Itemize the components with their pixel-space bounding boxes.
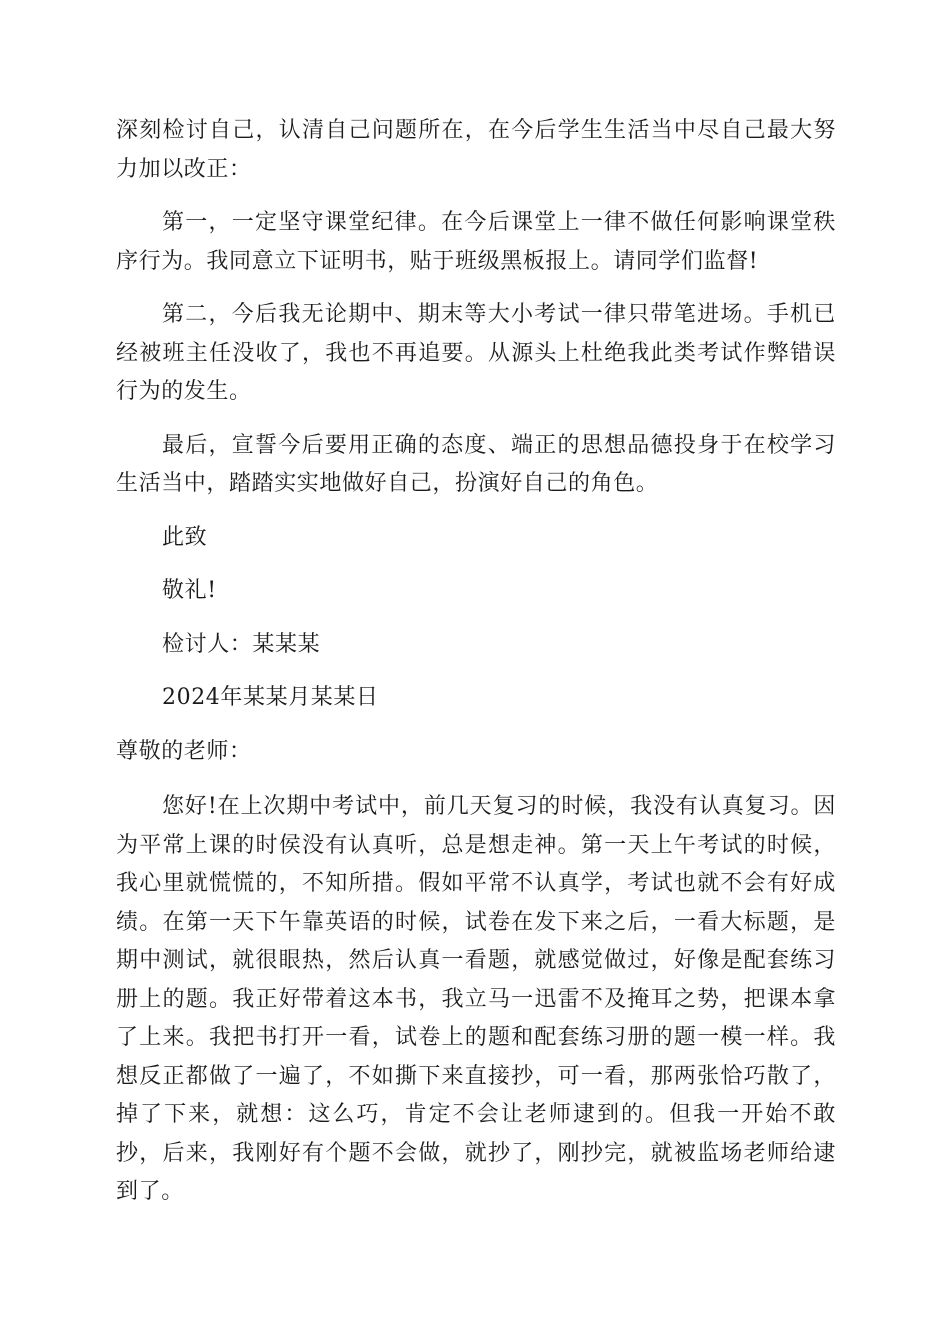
closing-jingli: 敬礼! xyxy=(162,578,217,603)
closing-cizhi: 此致 xyxy=(162,524,208,550)
paragraph-point-one: 第一，一定坚守课堂纪律。在今后课堂上一律不做任何影响课堂秩序行为。我同意立下证明书，贴于班级黑板报上。请同学们监督! xyxy=(116,210,836,274)
date-line: 2024年某某月某某日 xyxy=(162,685,379,710)
signer-line: 检讨人：某某某 xyxy=(162,631,321,657)
letter-body-paragraph: 您好!在上次期中考试中，前几天复习的时候，我没有认真复习。因为平常上课的时侯没有认真听，总是想走神。第一天上午考试的时候，我心里就慌慌的，不知所措。假如平常不认真学，考试也就不会有好成绩。在第一天下午靠英语的时候，试卷在发下来之后，一看大标题，是期中测试，就很眼热，然后认真一看题，就感觉做过，好像是配套练习册上的题。我正好带着这本书，我立马一迅雷不及掩耳之势，把课本拿了上来。我把书打开一看，试卷上的题和配套练习册的题一模一样。我想反正都做了一遍了，不如撕下来直接抄，可一看，那两张恰巧散了，掉了下来，就想：这么巧，肯定不会让老师逮到的。但我一开始不敢抄，后来，我刚好有个题不会做，就抄了，刚抄完，就被监场老师给逮到了。 xyxy=(116,794,836,1204)
salutation: 尊敬的老师： xyxy=(116,738,252,764)
paragraph-final-pledge: 最后，宣誓今后要用正确的态度、端正的思想品德投身于在校学习生活当中，踏踏实实地做好自己，扮演好自己的角色。 xyxy=(116,432,836,496)
document-page xyxy=(116,112,836,1212)
paragraph-point-two: 第二，今后我无论期中、期末等大小考试一律只带笔进场。手机已经被班主任没收了，我也不再追要。从源头上杜绝我此类考试作弊错误行为的发生。 xyxy=(116,302,836,404)
paragraph-resolution-intro: 深刻检讨自己，认清自己问题所在，在今后学生生活当中尽自己最大努力加以改正： xyxy=(116,118,836,182)
